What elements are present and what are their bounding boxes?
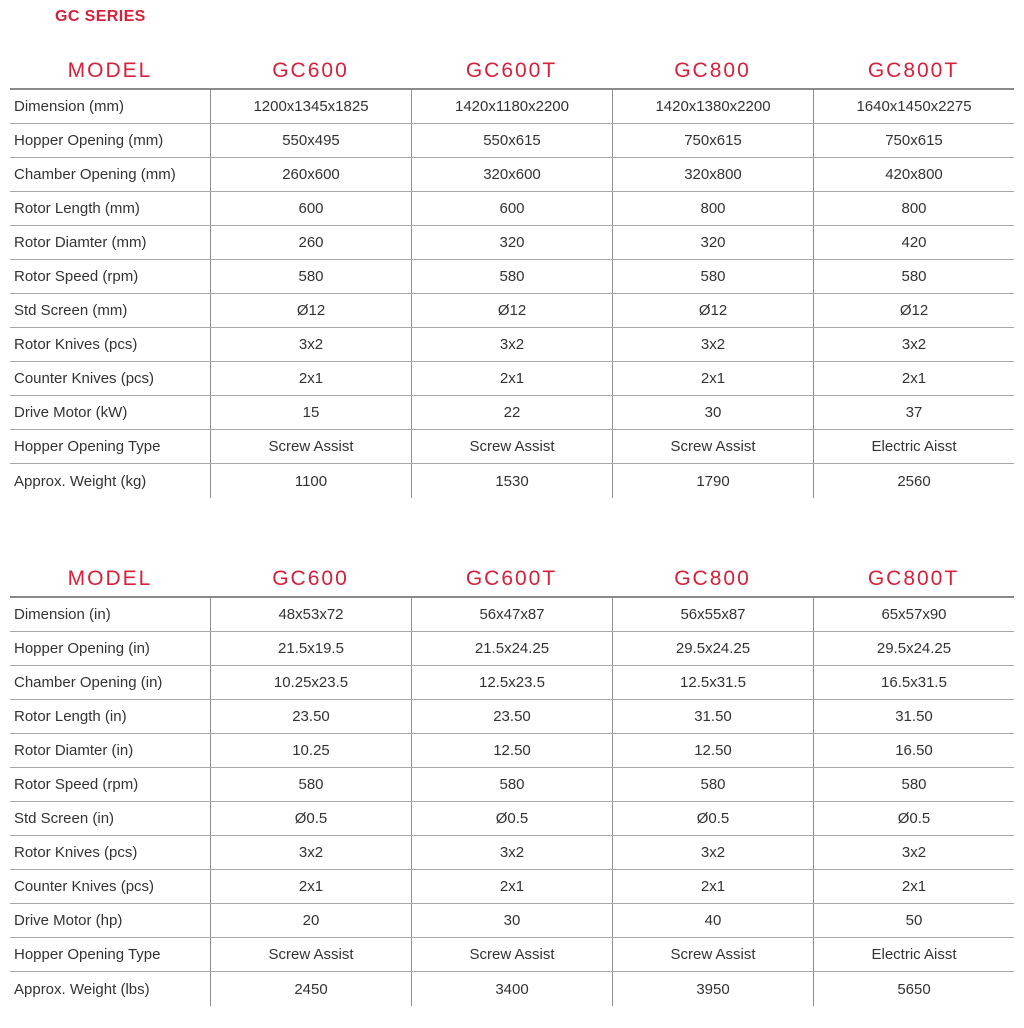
table-row — [10, 294, 1014, 328]
table-row — [10, 802, 1014, 836]
model-name-header: GC800 — [674, 567, 751, 590]
row-label-cell: Rotor Length (mm) — [14, 200, 140, 217]
row-label-cell: Std Screen (in) — [14, 810, 115, 827]
value-cell: Ø12 — [612, 294, 813, 327]
row-label-cell: Dimension (mm) — [14, 98, 125, 115]
row-label-cell: Drive Motor (hp) — [14, 912, 123, 929]
table-row — [10, 124, 1014, 158]
value-cell: 1530 — [411, 464, 612, 498]
value-cell: 580 — [210, 260, 411, 293]
row-label-cell: Rotor Length (in) — [14, 708, 127, 725]
table-row — [10, 328, 1014, 362]
table-row — [10, 192, 1014, 226]
model-name-header: GC600 — [272, 59, 349, 82]
row-label-cell: Dimension (in) — [14, 606, 111, 623]
value-cell: 320x600 — [411, 158, 612, 191]
table-row — [10, 938, 1014, 972]
value-cell: 260x600 — [210, 158, 411, 191]
value-cell: 3x2 — [813, 836, 1014, 869]
value-cell: 2x1 — [210, 362, 411, 395]
value-cell: 20 — [210, 904, 411, 937]
value-cell: 3x2 — [210, 836, 411, 869]
value-cell: 37 — [813, 396, 1014, 429]
row-label-cell: Chamber Opening (mm) — [14, 166, 176, 183]
value-cell: 3x2 — [411, 836, 612, 869]
value-cell: 30 — [612, 396, 813, 429]
value-cell: Electric Aisst — [813, 430, 1014, 463]
table-row — [10, 870, 1014, 904]
value-cell: 10.25x23.5 — [210, 666, 411, 699]
table-row — [10, 260, 1014, 294]
table-row — [10, 666, 1014, 700]
value-cell: 2560 — [813, 464, 1014, 498]
row-label-cell: Counter Knives (pcs) — [14, 370, 155, 387]
spec-table-metric — [10, 54, 1014, 498]
value-cell: 800 — [612, 192, 813, 225]
row-label-cell: Chamber Opening (in) — [14, 674, 163, 691]
value-cell: 2x1 — [210, 870, 411, 903]
table-row — [10, 836, 1014, 870]
value-cell: Screw Assist — [612, 430, 813, 463]
value-cell: 1100 — [210, 464, 411, 498]
table-row — [10, 396, 1014, 430]
value-cell: 3950 — [612, 972, 813, 1006]
row-label-cell: Counter Knives (pcs) — [14, 878, 155, 895]
value-cell: 3400 — [411, 972, 612, 1006]
value-cell: 30 — [411, 904, 612, 937]
value-cell: 21.5x24.25 — [411, 632, 612, 665]
value-cell: 600 — [210, 192, 411, 225]
table-row — [10, 464, 1014, 498]
table-row — [10, 972, 1014, 1006]
value-cell: 2x1 — [612, 870, 813, 903]
value-cell: 550x615 — [411, 124, 612, 157]
value-cell: 23.50 — [210, 700, 411, 733]
value-cell: 29.5x24.25 — [612, 632, 813, 665]
value-cell: 750x615 — [813, 124, 1014, 157]
value-cell: 10.25 — [210, 734, 411, 767]
value-cell: 1420x1180x2200 — [411, 90, 612, 123]
value-cell: 3x2 — [612, 836, 813, 869]
value-cell: 56x47x87 — [411, 598, 612, 631]
table-body — [10, 596, 1014, 1006]
value-cell: 3x2 — [411, 328, 612, 361]
value-cell: 50 — [813, 904, 1014, 937]
value-cell: 48x53x72 — [210, 598, 411, 631]
table-row — [10, 430, 1014, 464]
value-cell: 5650 — [813, 972, 1014, 1006]
value-cell: 2x1 — [813, 870, 1014, 903]
value-cell: 16.5x31.5 — [813, 666, 1014, 699]
value-cell: 21.5x19.5 — [210, 632, 411, 665]
table-row — [10, 158, 1014, 192]
model-name-header: GC600 — [272, 567, 349, 590]
row-label-cell: Approx. Weight (kg) — [14, 472, 147, 490]
table-row — [10, 226, 1014, 260]
value-cell: Screw Assist — [210, 430, 411, 463]
row-label-cell: Rotor Diamter (in) — [14, 742, 134, 759]
value-cell: 40 — [612, 904, 813, 937]
row-label-cell: Drive Motor (kW) — [14, 404, 128, 421]
value-cell: 2x1 — [411, 870, 612, 903]
row-label-cell: Hopper Opening Type — [14, 946, 161, 963]
table-row — [10, 90, 1014, 124]
table-row — [10, 904, 1014, 938]
table-row — [10, 362, 1014, 396]
value-cell: 16.50 — [813, 734, 1014, 767]
value-cell: Ø0.5 — [813, 802, 1014, 835]
table-header-row — [10, 562, 1014, 596]
model-name-header: GC800T — [867, 59, 960, 82]
value-cell: 23.50 — [411, 700, 612, 733]
model-name-header: GC800T — [867, 567, 960, 590]
value-cell: 750x615 — [612, 124, 813, 157]
value-cell: 2450 — [210, 972, 411, 1006]
value-cell: 15 — [210, 396, 411, 429]
value-cell: Ø0.5 — [411, 802, 612, 835]
value-cell: 3x2 — [210, 328, 411, 361]
row-label-cell: Rotor Diamter (mm) — [14, 234, 147, 251]
value-cell: 1420x1380x2200 — [612, 90, 813, 123]
table-row — [10, 734, 1014, 768]
spec-table-imperial — [10, 562, 1014, 1006]
value-cell: 580 — [411, 260, 612, 293]
value-cell: 3x2 — [813, 328, 1014, 361]
value-cell: Screw Assist — [411, 430, 612, 463]
value-cell: 22 — [411, 396, 612, 429]
value-cell: 12.50 — [612, 734, 813, 767]
value-cell: 1200x1345x1825 — [210, 90, 411, 123]
value-cell: 260 — [210, 226, 411, 259]
model-name-header: GC600T — [465, 567, 558, 590]
gc-series-spec-sheet — [0, 8, 1024, 1006]
model-column-header: MODEL — [67, 567, 153, 590]
value-cell: 420 — [813, 226, 1014, 259]
value-cell: 2x1 — [813, 362, 1014, 395]
model-name-header: GC800 — [674, 59, 751, 82]
row-label-cell: Rotor Knives (pcs) — [14, 844, 138, 861]
table-body — [10, 88, 1014, 498]
value-cell: Ø12 — [210, 294, 411, 327]
table-row — [10, 632, 1014, 666]
value-cell: 29.5x24.25 — [813, 632, 1014, 665]
value-cell: Electric Aisst — [813, 938, 1014, 971]
row-label-cell: Rotor Speed (rpm) — [14, 268, 139, 285]
value-cell: 12.50 — [411, 734, 612, 767]
table-row — [10, 768, 1014, 802]
value-cell: 320x800 — [612, 158, 813, 191]
value-cell: 320 — [612, 226, 813, 259]
series-title: GC SERIES — [55, 8, 146, 25]
value-cell: 800 — [813, 192, 1014, 225]
table-header-row — [10, 54, 1014, 88]
model-name-header: GC600T — [465, 59, 558, 82]
row-label-cell: Rotor Speed (rpm) — [14, 776, 139, 793]
value-cell: 580 — [612, 768, 813, 801]
table-row — [10, 598, 1014, 632]
value-cell: Ø0.5 — [612, 802, 813, 835]
model-column-header: MODEL — [67, 59, 153, 82]
table-row — [10, 700, 1014, 734]
value-cell: 580 — [210, 768, 411, 801]
value-cell: 1640x1450x2275 — [813, 90, 1014, 123]
value-cell: 580 — [411, 768, 612, 801]
value-cell: 65x57x90 — [813, 598, 1014, 631]
value-cell: Ø12 — [411, 294, 612, 327]
value-cell: 3x2 — [612, 328, 813, 361]
value-cell: Ø0.5 — [210, 802, 411, 835]
value-cell: 1790 — [612, 464, 813, 498]
value-cell: 56x55x87 — [612, 598, 813, 631]
row-label-cell: Rotor Knives (pcs) — [14, 336, 138, 353]
value-cell: 600 — [411, 192, 612, 225]
value-cell: Screw Assist — [612, 938, 813, 971]
value-cell: 2x1 — [411, 362, 612, 395]
row-label-cell: Approx. Weight (lbs) — [14, 980, 150, 998]
value-cell: 420x800 — [813, 158, 1014, 191]
value-cell: 12.5x23.5 — [411, 666, 612, 699]
value-cell: 31.50 — [813, 700, 1014, 733]
value-cell: 550x495 — [210, 124, 411, 157]
value-cell: Screw Assist — [210, 938, 411, 971]
value-cell: 580 — [813, 260, 1014, 293]
value-cell: Ø12 — [813, 294, 1014, 327]
row-label-cell: Hopper Opening Type — [14, 438, 161, 455]
value-cell: 31.50 — [612, 700, 813, 733]
value-cell: 12.5x31.5 — [612, 666, 813, 699]
value-cell: 2x1 — [612, 362, 813, 395]
value-cell: 320 — [411, 226, 612, 259]
row-label-cell: Std Screen (mm) — [14, 302, 128, 319]
row-label-cell: Hopper Opening (in) — [14, 640, 150, 657]
row-label-cell: Hopper Opening (mm) — [14, 132, 164, 149]
value-cell: Screw Assist — [411, 938, 612, 971]
value-cell: 580 — [813, 768, 1014, 801]
value-cell: 580 — [612, 260, 813, 293]
